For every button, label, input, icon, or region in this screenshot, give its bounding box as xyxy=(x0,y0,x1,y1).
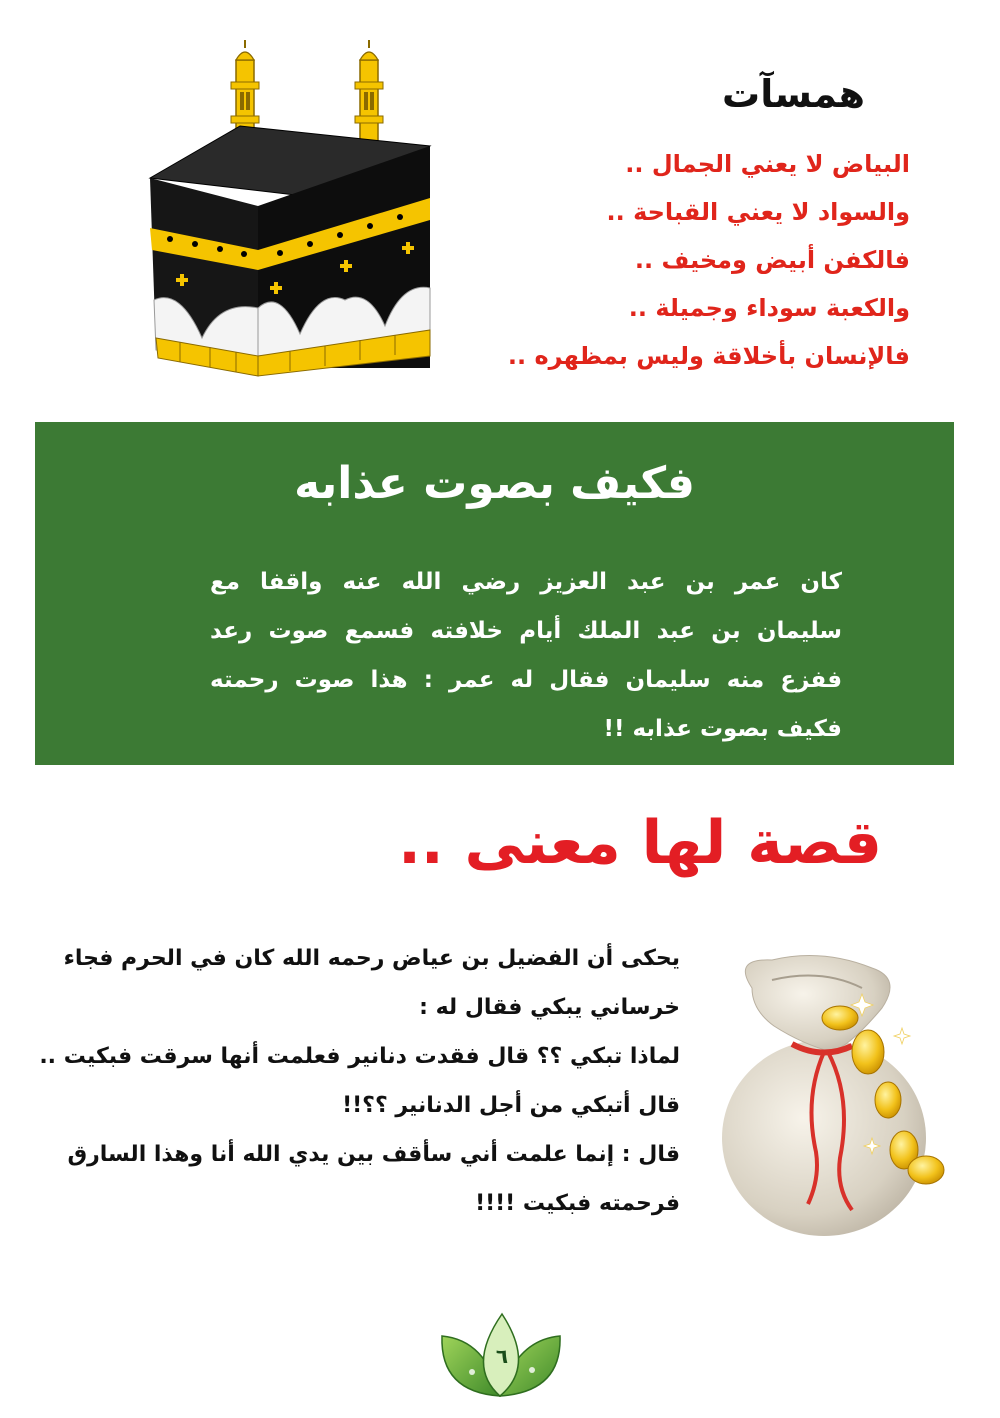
story-line: فرحمته فبكيت !!!! xyxy=(475,1191,680,1216)
whisper-line: البياض لا يعني الجمال .. xyxy=(625,150,910,178)
story-text xyxy=(39,934,680,1228)
whispers-list xyxy=(470,140,910,380)
page-number: ٦ xyxy=(495,1344,509,1368)
whispers-title: همسآت xyxy=(722,72,865,116)
money-bag-illustration xyxy=(712,948,952,1238)
whisper-line: والسواد لا يعني القباحة .. xyxy=(606,198,910,226)
green-story-box xyxy=(35,422,954,765)
story-title: قصة لها معنى .. xyxy=(398,808,882,878)
green-text-line: سليمان بن عبد الملك أيام خلافته فسمع صوت رعد xyxy=(210,618,842,644)
story-line: لماذا تبكي ؟؟ قال فقدت دنانير فعلمت أنها سرقت فبكيت .. xyxy=(39,1044,680,1069)
story-line: قال : إنما علمت أني سأقف بين يدي الله أنا وهذا السارق xyxy=(67,1142,680,1167)
whisper-line: فالإنسان بأخلاقة وليس بمظهره .. xyxy=(507,342,910,370)
story-line: قال أتبكي من أجل الدنانير ؟؟!! xyxy=(342,1093,680,1118)
kaaba-illustration xyxy=(140,38,440,378)
green-text-line: فكيف بصوت عذابه !! xyxy=(603,716,842,742)
whisper-line: فالكفن أبيض ومخيف .. xyxy=(634,246,910,274)
story-line: خرساني يبكي فقال له : xyxy=(419,995,680,1020)
green-box-text xyxy=(210,558,842,754)
green-text-line: ففزع منه سليمان فقال له عمر : هذا صوت رحمته xyxy=(210,667,842,693)
green-text-line: كان عمر بن عبد العزيز رضي الله عنه واقفا مع xyxy=(210,569,842,595)
story-line: يحكى أن الفضيل بن عياض رحمه الله كان في الحرم فجاء xyxy=(63,946,680,971)
whisper-line: والكعبة سوداء وجميلة .. xyxy=(628,294,910,322)
green-box-title: فكيف بصوت عذابه xyxy=(294,458,695,509)
